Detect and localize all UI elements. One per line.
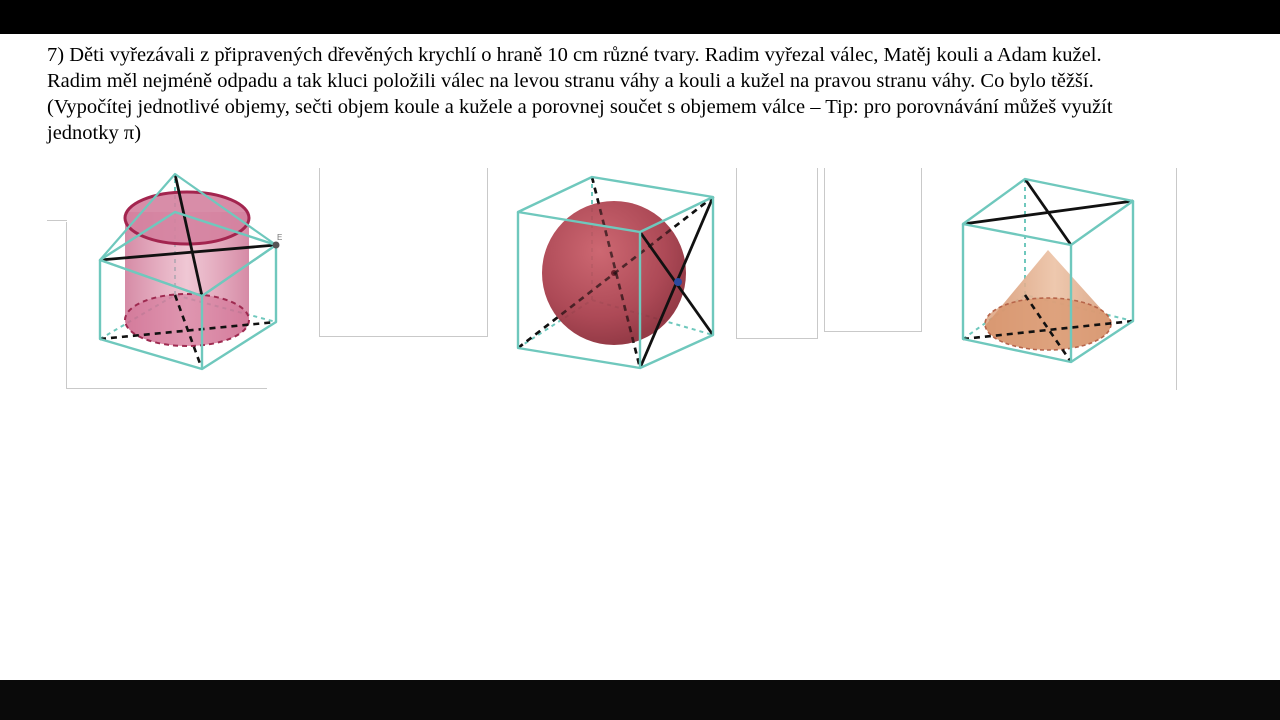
frame-right-edge (1176, 168, 1177, 390)
frame-mid-left (319, 168, 488, 337)
cylinder-top-ellipse (125, 192, 249, 244)
point-e-marker (273, 242, 280, 249)
task-line-2: Radim měl nejméně odpadu a tak kluci položili válec na levou stranu váhy a kouli a kužel na pravou stranu váhy. Co bylo těžší. (47, 70, 1094, 92)
cone-in-cube-figure (955, 174, 1145, 374)
frame-mid-right-a (736, 168, 818, 339)
point-e-label: E (277, 233, 283, 242)
frame-left-top-stub (47, 220, 67, 221)
cylinder-in-cube-figure (90, 170, 290, 380)
cone-base (985, 298, 1111, 350)
task-line-3: (Vypočítej jednotlivé objemy, sečti objem koule a kužele a porovnej součet s objemem válce – Tip: pro porovnávání můžeš využít (47, 96, 1113, 118)
sphere-in-cube-figure (510, 170, 720, 380)
task-line-4: jednotky π) (47, 122, 142, 144)
worksheet-page (0, 34, 1280, 680)
bottom-bar (0, 680, 1280, 720)
frame-mid-right-b (824, 168, 922, 332)
tangent-point (674, 278, 682, 286)
task-text (47, 42, 1247, 146)
task-line-1: 7) Děti vyřezávali z připravených dřevěných krychlí o hraně 10 cm různé tvary. Radim vyřezal válec, Matěj kouli a Adam kužel. (47, 44, 1102, 66)
